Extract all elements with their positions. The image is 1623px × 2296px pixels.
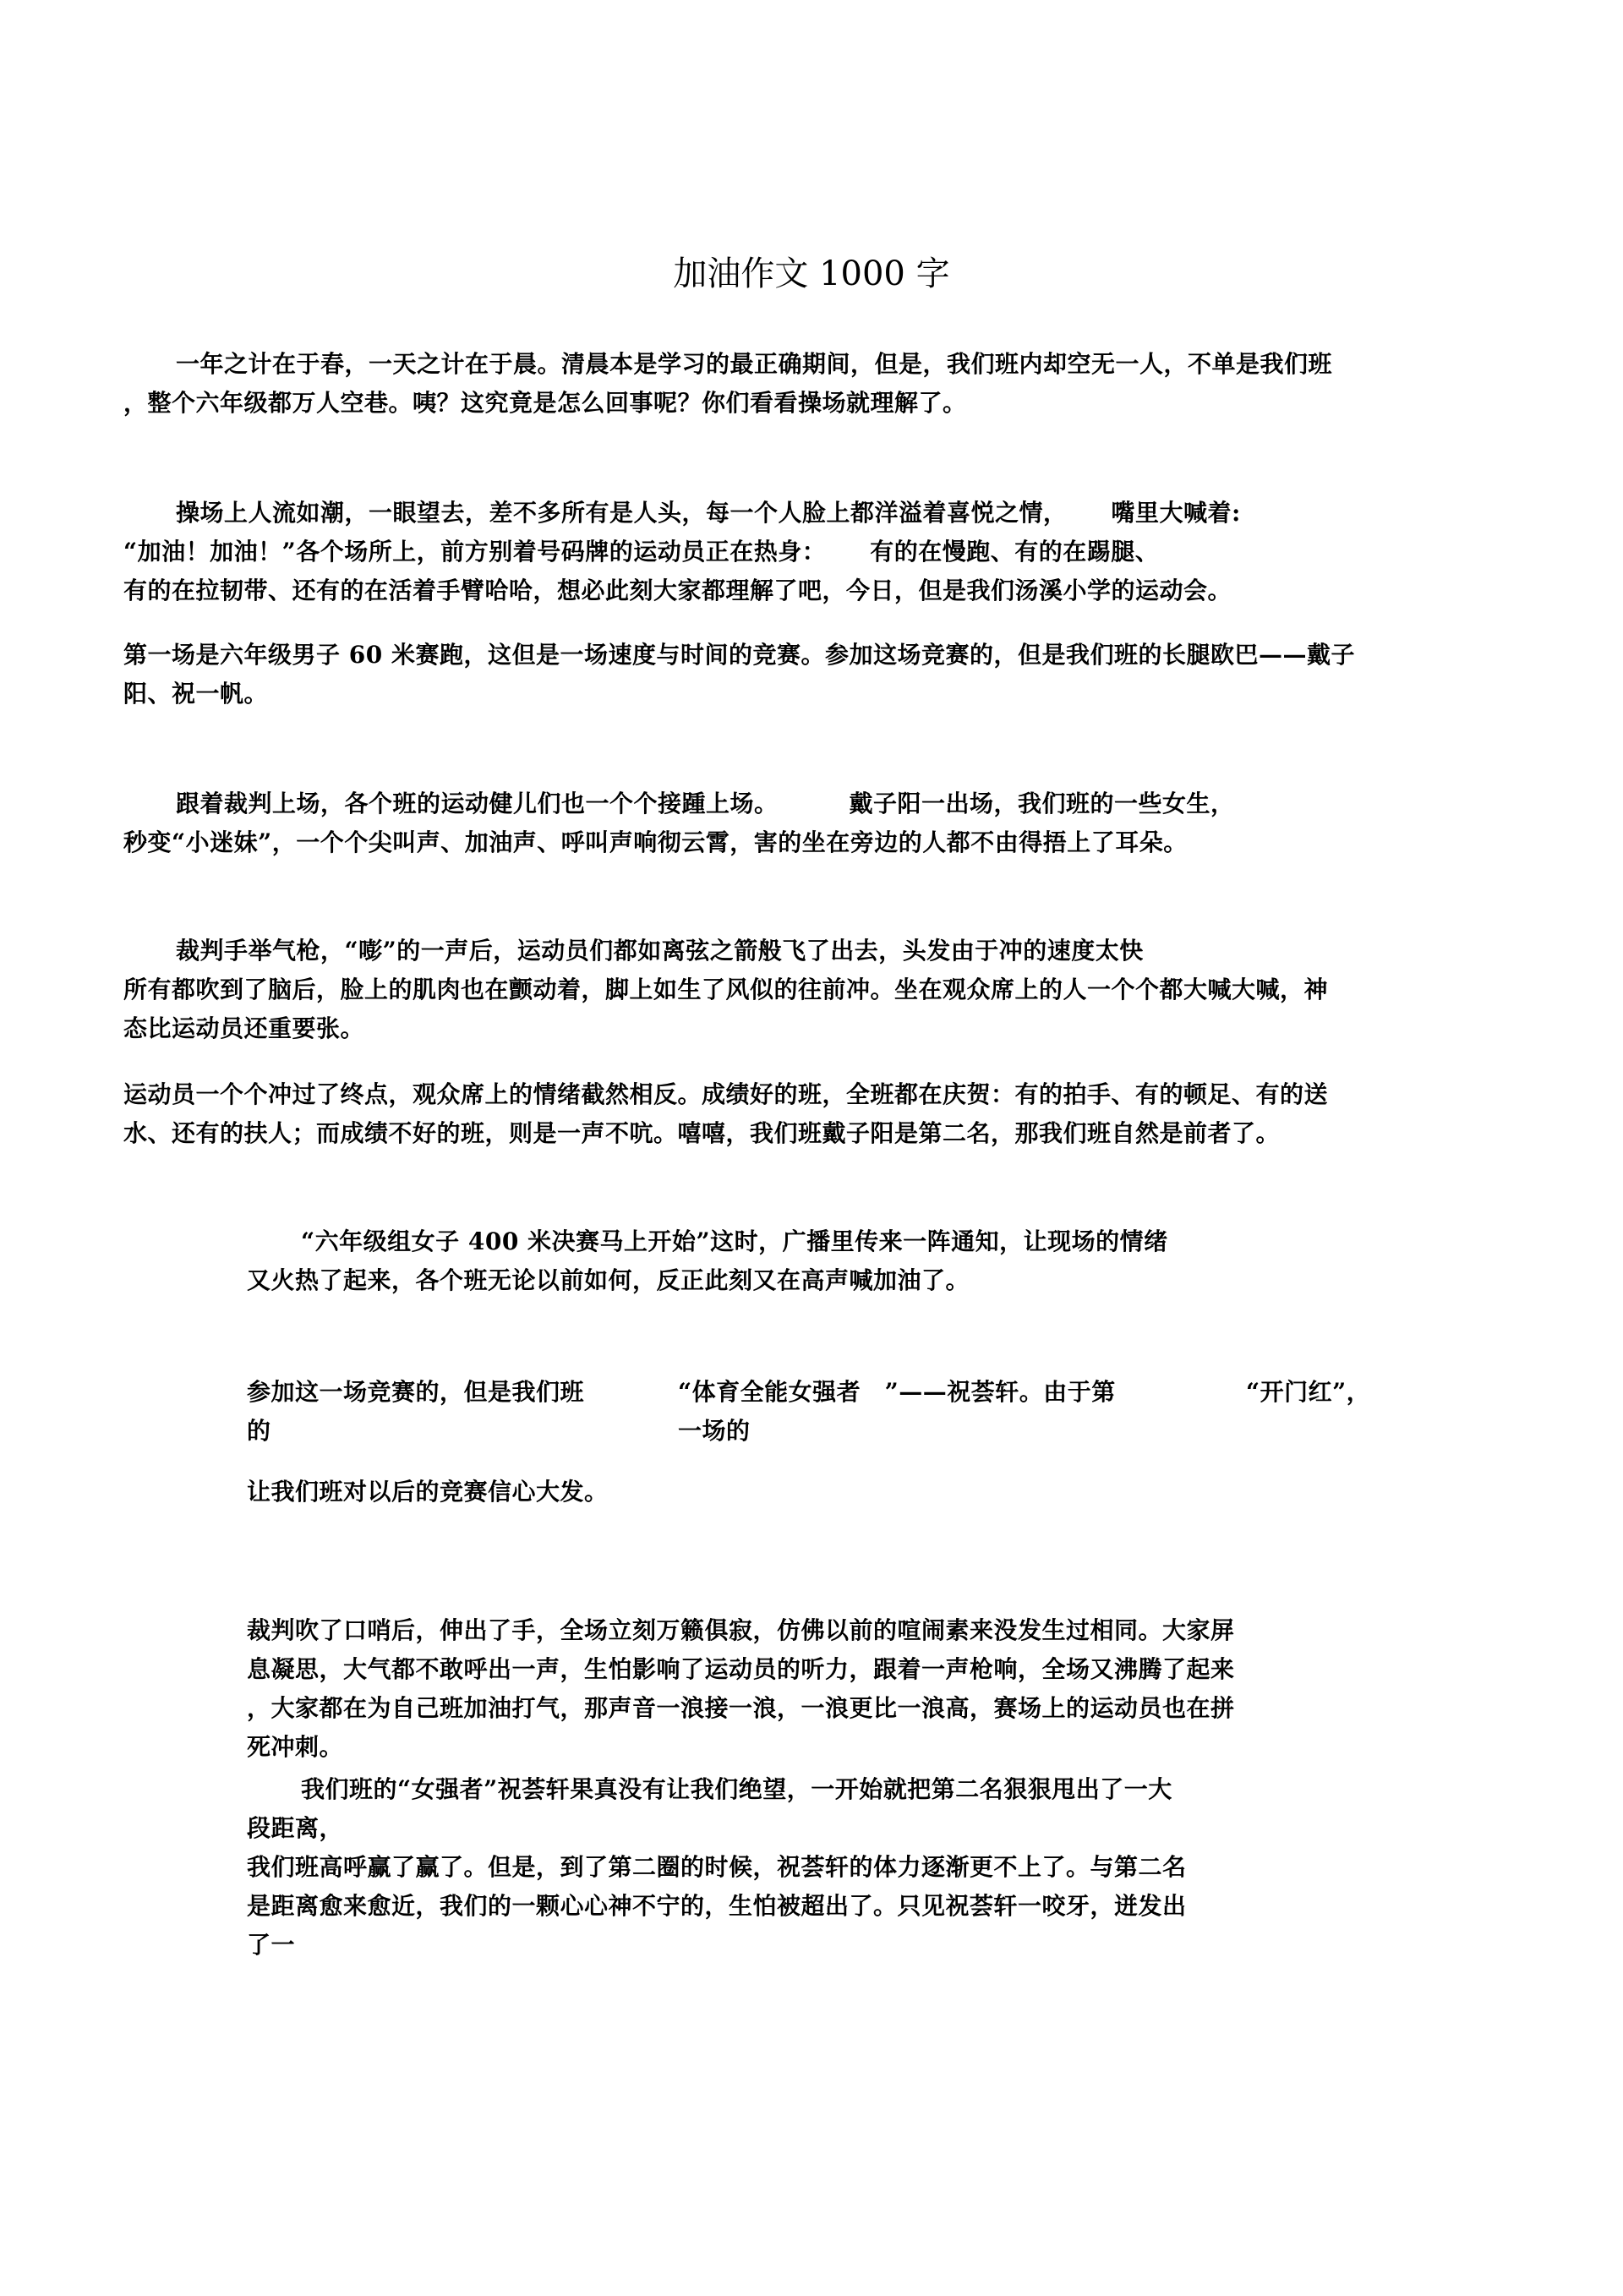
paragraph-line: 运动员一个个冲过了终点，观众席上的情绪截然相反。成绩好的班，全班都在庆贺：有的拍手、有的顿足、有的送 bbox=[123, 1080, 1329, 1108]
paragraph-line: ，整个六年级都万人空巷。咦？这究竟是怎么回事呢？你们看看操场就理解了。 bbox=[123, 389, 967, 417]
paragraph-line: 息凝思，大气都不敢呼出一声，生怕影响了运动员的听力，跟着一声枪响，全场又沸腾了起来 bbox=[247, 1655, 1235, 1683]
paragraph-segment: 戴子阳一出场，我们班的一些女生， bbox=[849, 790, 1235, 817]
paragraph-line: 参加这一场竞赛的，但是我们班 bbox=[247, 1378, 585, 1406]
paragraph-line: 了一 bbox=[247, 1931, 296, 1959]
paragraph-line: 裁判手举气枪，“嘭”的一声后，运动员们都如离弦之箭般飞了出去，头发由于冲的速度太快 bbox=[176, 937, 1144, 965]
paragraph-line: 有的在拉韧带、还有的在活着手臂哈哈，想必此刻大家都理解了吧，今日，但是我们汤溪小学的运动会。 bbox=[123, 577, 1232, 604]
paragraph-line: “六年级组女子 400 米决赛马上开始”这时，广播里传来一阵通知，让现场的情绪 bbox=[301, 1227, 1168, 1255]
paragraph-line: 是距离愈来愈近，我们的一颗心心神不宁的，生怕被超出了。只见祝荟轩一咬牙，迸发出 bbox=[247, 1892, 1187, 1920]
paragraph-line: 态比运动员还重要张。 bbox=[123, 1014, 365, 1042]
paragraph-segment: 有的在慢跑、有的在踢腿、 bbox=[870, 538, 1160, 566]
paragraph-10 bbox=[247, 1770, 1187, 1965]
paragraph-line: 秒变“小迷妹”，一个个尖叫声、加油声、呼叫声响彻云霄，害的坐在旁边的人都不由得捂上了耳朵。 bbox=[123, 828, 1188, 856]
paragraph-line: 段距离， bbox=[247, 1814, 344, 1842]
paragraph-line: 又火热了起来，各个班无论以前如何，反正此刻又在高声喊加油了。 bbox=[247, 1266, 970, 1294]
paragraph-line: 一场的 bbox=[678, 1417, 751, 1445]
paragraph-line: 我们班高呼赢了赢了。但是，到了第二圈的时候，祝荟轩的体力逐渐更不上了。与第二名 bbox=[247, 1853, 1187, 1881]
paragraph-9 bbox=[247, 1611, 1235, 1767]
paragraph-line: 所有都吹到了脑后，脸上的肌肉也在颤动着，脚上如生了风似的往前冲。坐在观众席上的人一个个都大喊大喊，神 bbox=[123, 976, 1329, 1003]
paragraph-segment: 嘴里大喊着: bbox=[1111, 499, 1241, 527]
paragraph-segment: “加油！加油！”各个场所上，前方别着号码牌的运动员正在热身： bbox=[123, 538, 827, 566]
paragraph-3 bbox=[123, 636, 1355, 713]
paragraph-1 bbox=[123, 345, 1332, 423]
paragraph-6 bbox=[123, 1075, 1328, 1153]
document-title: 加油作文 1000 字 bbox=[673, 254, 950, 293]
paragraph-8-tail bbox=[247, 1473, 609, 1512]
paragraph-8-col-1 bbox=[247, 1373, 584, 1451]
paragraph-line: “开门红”， bbox=[1246, 1378, 1371, 1406]
paragraph-segment: 跟着裁判上场，各个班的运动健儿们也一个个接踵上场。 bbox=[176, 790, 779, 817]
paragraph-8-col-3 bbox=[1246, 1373, 1370, 1412]
paragraph-4 bbox=[123, 784, 1235, 862]
paragraph-line: 阳、祝一帆。 bbox=[123, 680, 269, 708]
paragraph-line: “体育全能女强者 ”——祝荟轩。由于第 bbox=[678, 1378, 1116, 1406]
paragraph-2 bbox=[123, 494, 1241, 610]
paragraph-segment: 操场上人流如潮，一眼望去，差不多所有是人头，每一个人脸上都洋溢着喜悦之情， bbox=[176, 499, 1068, 527]
paragraph-line: 我们班的“女强者”祝荟轩果真没有让我们绝望，一开始就把第二名狠狠甩出了一大 bbox=[301, 1775, 1172, 1803]
paragraph-line: 水、还有的扶人；而成绩不好的班，则是一声不吭。嘻嘻，我们班戴子阳是第二名，那我们班自然是前者了。 bbox=[123, 1119, 1281, 1147]
paragraph-line: 第一场是六年级男子 60 米赛跑，这但是一场速度与时间的竞赛。参加这场竞赛的，但是我们班的长腿欧巴——戴子 bbox=[123, 641, 1355, 669]
paragraph-line: ，大家都在为自己班加油打气，那声音一浪接一浪，一浪更比一浪高，赛场上的运动员也在拼 bbox=[247, 1694, 1235, 1722]
paragraph-line: 让我们班对以后的竞赛信心大发。 bbox=[247, 1478, 609, 1506]
paragraph-line: 一年之计在于春，一天之计在于晨。清晨本是学习的最正确期间，但是，我们班内却空无一人，不单是我们班 bbox=[176, 350, 1333, 378]
paragraph-line: 的 bbox=[247, 1417, 271, 1445]
paragraph-8-col-2 bbox=[678, 1373, 1116, 1451]
paragraph-5 bbox=[123, 932, 1328, 1048]
paragraph-7 bbox=[247, 1222, 1168, 1300]
paragraph-line: 死冲刺。 bbox=[247, 1733, 344, 1761]
paragraph-line: 裁判吹了口哨后，伸出了手，全场立刻万籁俱寂，仿佛以前的喧闹素来没发生过相同。大家屏 bbox=[247, 1616, 1235, 1644]
